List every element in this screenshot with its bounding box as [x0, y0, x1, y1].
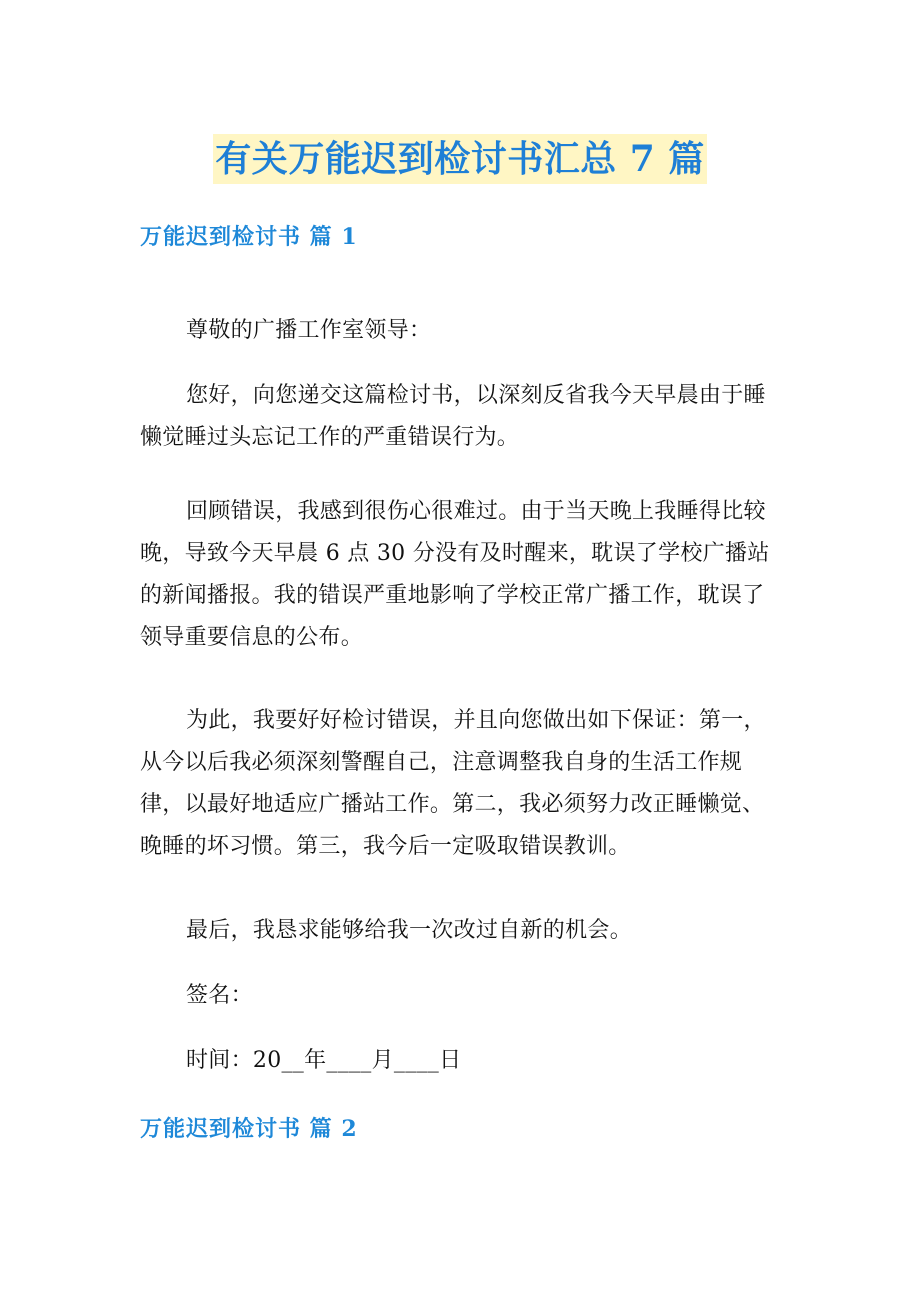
paragraph-review: 回顾错误，我感到很伤心很难过。由于当天晚上我睡得比较晚，导致今天早晨 6 点 30 分没有及时醒来，耽误了学校广播站的新闻播报。我的错误严重地影响了学校正常广播工作，耽误了领导重要信息的公布。 — [140, 499, 770, 650]
paragraph-intro: 您好，向您递交这篇检讨书，以深刻反省我今天早晨由于睡懒觉睡过头忘记工作的严重错误行为。 — [140, 383, 766, 450]
paragraph-closing: 最后，我恳求能够给我一次改过自新的机会。 — [186, 918, 633, 943]
signature-line: 签名： — [186, 983, 253, 1008]
salutation: 尊敬的广播工作室领导： — [186, 318, 432, 343]
title-container — [0, 134, 920, 184]
document-title: 有关万能迟到检讨书汇总 7 篇 — [213, 134, 707, 184]
section-heading-1: 万能迟到检讨书 篇 1 — [140, 224, 358, 250]
date-line: 时间：20__年____月____日 — [186, 1048, 462, 1073]
paragraph-guarantee: 为此，我要好好检讨错误，并且向您做出如下保证：第一，从今以后我必须深刻警醒自己，注意调整我自身的生活工作规律，以最好地适应广播站工作。第二，我必须努力改正睡懒觉、晚睡的坏习惯。第三，我今后一定吸取错误教训。 — [140, 708, 766, 859]
section-heading-2: 万能迟到检讨书 篇 2 — [140, 1116, 358, 1142]
